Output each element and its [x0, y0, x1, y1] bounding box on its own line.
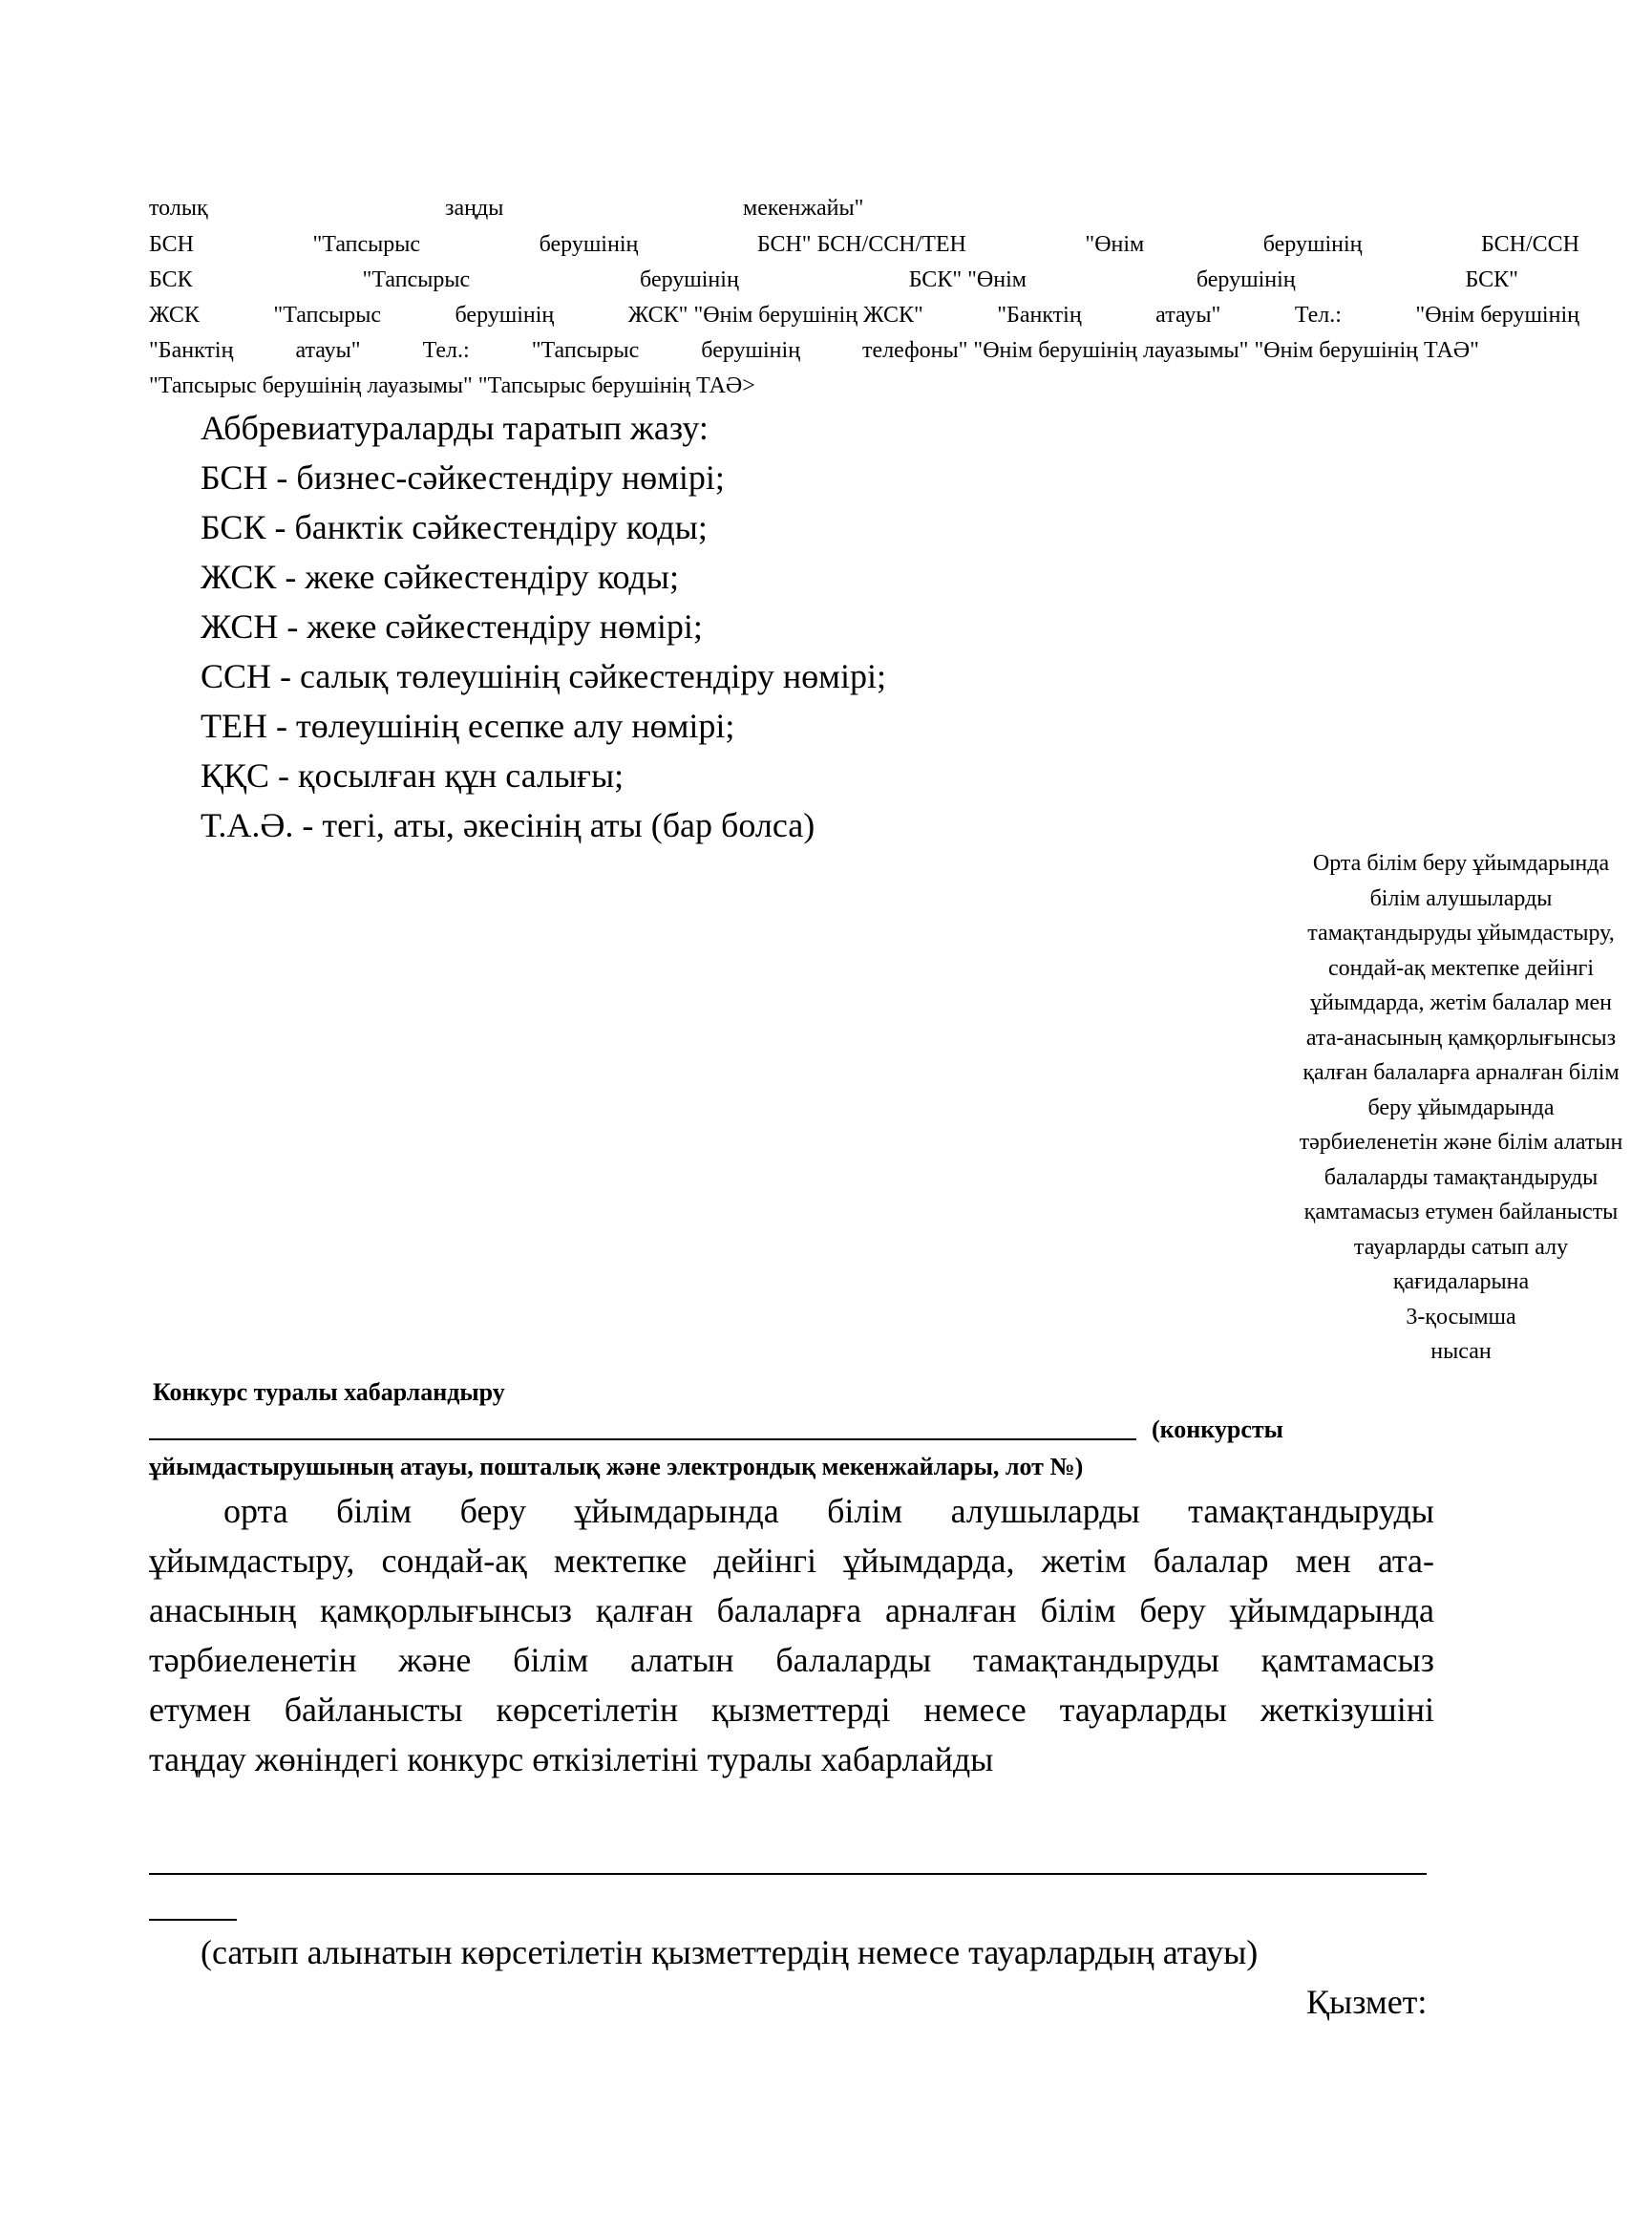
- req-line-5: [149, 333, 1479, 368]
- body-word: балаларды: [775, 1641, 932, 1679]
- body-word: сондай-ақ: [381, 1542, 527, 1580]
- body-word: мен: [1295, 1542, 1351, 1580]
- abbreviations-heading: Аббревиатураларды таратып жазу:: [201, 409, 709, 447]
- goods-blank-line: [149, 1873, 1427, 1875]
- body-line: [149, 1585, 1434, 1635]
- body-word: беру: [459, 1492, 526, 1530]
- body-word: қалған: [595, 1591, 693, 1629]
- body-word: қамтамасыз: [1260, 1641, 1434, 1679]
- req-word: берушінің: [455, 303, 555, 328]
- body-word: балалар: [1153, 1542, 1269, 1580]
- abbreviation-item: ЖСН - жеке сәйкестендіру нөмірі;: [201, 607, 703, 646]
- body-word: ұйымдарында: [574, 1492, 779, 1530]
- body-word: орта: [223, 1492, 288, 1530]
- body-word: тамақтандыруды: [1188, 1492, 1434, 1530]
- req-word: телефоны" "Өнім берушінің лауазымы" "Өнім берушінің ТАӘ": [862, 338, 1479, 363]
- appendix-line: 3-қосымша: [1406, 1304, 1516, 1330]
- req-word: "Тапсырыс: [312, 232, 421, 257]
- abbreviation-item: ТЕН - төлеушінің есепке алу нөмірі;: [201, 707, 735, 745]
- goods-blank-line-short: [149, 1919, 237, 1921]
- req-word: берушінің: [1196, 267, 1296, 292]
- body-word: немесе: [923, 1691, 1027, 1729]
- body-word: көрсетілетін: [496, 1691, 679, 1729]
- body-word: мектепке: [553, 1542, 688, 1580]
- appendix-line: Орта білім беру ұйымдарында: [1312, 851, 1610, 876]
- appendix-line: нысан: [1430, 1339, 1492, 1364]
- appendix-line: беру ұйымдарында: [1367, 1095, 1555, 1120]
- abbreviation-item: БСН - бизнес-сәйкестендіру нөмірі;: [201, 458, 725, 497]
- body-word: етумен: [149, 1691, 251, 1729]
- appendix-line: қағидаларына: [1392, 1269, 1530, 1294]
- req-word: берушінің: [701, 338, 801, 363]
- req-word: БСК: [149, 267, 193, 292]
- abbreviation-item: ЖСК - жеке сәйкестендіру коды;: [201, 558, 679, 596]
- organizer-caption: ұйымдастырушының атауы, пошталық және электрондық мекенжайлары, лот №): [149, 1453, 1084, 1480]
- abbreviation-item: ССН - салық төлеушінің сәйкестендіру нөмірі;: [201, 657, 886, 695]
- abbreviation-item: БСК - банктік сәйкестендіру коды;: [201, 508, 708, 546]
- appendix-line: тәрбиеленетін және білім алатын: [1299, 1130, 1623, 1155]
- body-word: таңдау жөніндегі конкурс өткізілетіні туралы хабарлайды: [149, 1740, 994, 1778]
- abbreviation-item: ҚҚС - қосылған құн салығы;: [201, 756, 625, 795]
- appendix-line: сондай-ақ мектепке дейінгі: [1327, 955, 1595, 981]
- body-word: ұйымдарында: [1229, 1591, 1434, 1629]
- body-word: беру: [1139, 1591, 1206, 1629]
- body-word: анасының: [149, 1591, 297, 1629]
- req-word: атауы": [295, 338, 361, 363]
- body-word: балаларға: [716, 1591, 862, 1629]
- body-word: алатын: [630, 1641, 734, 1679]
- req-word: БСН: [149, 232, 194, 257]
- req-word: БСК" "Өнім: [908, 267, 1027, 292]
- appendix-note: [1270, 846, 1652, 1370]
- req-line-1-word-2: заңды: [445, 196, 504, 221]
- body-word: жетім: [1041, 1542, 1127, 1580]
- appendix-line: тамақтандыруды ұйымдастыру,: [1307, 921, 1615, 946]
- body-word: білім: [827, 1492, 903, 1530]
- goods-caption: (сатып алынатын көрсетілетін қызметтердің немесе тауарлардың атауы): [201, 1933, 1259, 1971]
- body-word: дейінгі: [713, 1542, 816, 1580]
- req-word: ЖСК" "Өнім берушінің ЖСК": [627, 303, 923, 328]
- appendix-line: қамтамасыз етумен байланысты: [1303, 1200, 1619, 1224]
- body-word: білім: [1040, 1591, 1116, 1629]
- req-word: "Тапсырыс: [362, 267, 471, 292]
- body-word: білім: [513, 1641, 589, 1679]
- body-word: тәрбиеленетін: [149, 1641, 357, 1679]
- req-line-2: [149, 227, 1579, 262]
- body-word: тауарларды: [1059, 1691, 1227, 1729]
- req-word: "Банктің: [149, 338, 234, 363]
- req-word: БСК": [1465, 267, 1518, 292]
- body-line: [149, 1734, 1434, 1784]
- body-line: [149, 1635, 1434, 1685]
- appendix-line: ұйымдарда, жетім балалар мен: [1309, 990, 1613, 1015]
- req-line-4: [149, 298, 1579, 332]
- body-word: байланысты: [284, 1691, 463, 1729]
- announcement-body: [149, 1486, 1434, 1784]
- req-word: атауы": [1155, 303, 1221, 328]
- req-word: "Банктің: [997, 303, 1082, 328]
- body-word: білім: [336, 1492, 413, 1530]
- body-word: арналған: [885, 1591, 1017, 1629]
- appendix-line: балаларды тамақтандыруды: [1324, 1164, 1599, 1190]
- organizer-blank-line: [149, 1438, 1136, 1440]
- req-word: берушінің: [640, 267, 739, 292]
- req-word: "Өнім берушінің: [1415, 303, 1579, 328]
- req-line-6: "Тапсырыс берушінің лауазымы" "Тапсырыс берушінің ТАӘ>: [149, 373, 755, 398]
- appendix-line: қалған балаларға арналған білім: [1303, 1060, 1620, 1085]
- req-word: БСН/ССН: [1481, 232, 1579, 257]
- body-word: тамақтандыруды: [972, 1641, 1219, 1679]
- body-word: ата-: [1377, 1542, 1434, 1580]
- body-line: [149, 1685, 1434, 1734]
- req-line-1-word-3: мекенжайы": [743, 196, 864, 221]
- body-word: және: [398, 1641, 472, 1679]
- body-line: [149, 1536, 1434, 1585]
- announcement-title: Конкурс туралы хабарландыру: [153, 1378, 505, 1406]
- appendix-line: ата-анасының қамқорлығынсыз: [1305, 1025, 1617, 1051]
- body-word: жеткізушіні: [1260, 1691, 1434, 1729]
- req-word: ЖСК: [149, 303, 200, 328]
- req-word: "Тапсырыс: [531, 338, 640, 363]
- body-word: ұйымдарда,: [843, 1542, 1015, 1580]
- req-word: БСН" БСН/ССН/ТЕН: [756, 232, 966, 257]
- body-word: ұйымдастыру,: [149, 1542, 355, 1580]
- req-word: "Тапсырыс: [273, 303, 382, 328]
- req-word: Тел.:: [422, 338, 470, 363]
- req-line-3: [149, 263, 1518, 297]
- service-label: Қызмет:: [1306, 1983, 1428, 2021]
- body-word: қызметтерді: [711, 1691, 891, 1729]
- body-word: қамқорлығынсыз: [320, 1591, 573, 1629]
- abbreviation-item: Т.А.Ә. - тегі, аты, әкесінің аты (бар болса): [201, 806, 815, 844]
- req-word: берушінің: [1262, 232, 1363, 257]
- req-word: берушінің: [539, 232, 639, 257]
- req-word: "Өнім: [1085, 232, 1145, 257]
- organizer-suffix: (конкурсты: [1152, 1415, 1283, 1443]
- req-line-1-word-1: толық: [149, 196, 208, 221]
- body-word: алушыларды: [950, 1492, 1140, 1530]
- appendix-line: тауарларды сатып алу: [1353, 1234, 1569, 1260]
- req-word: Тел.:: [1294, 303, 1342, 328]
- body-line: [149, 1486, 1434, 1536]
- appendix-line: білім алушыларды: [1369, 885, 1553, 911]
